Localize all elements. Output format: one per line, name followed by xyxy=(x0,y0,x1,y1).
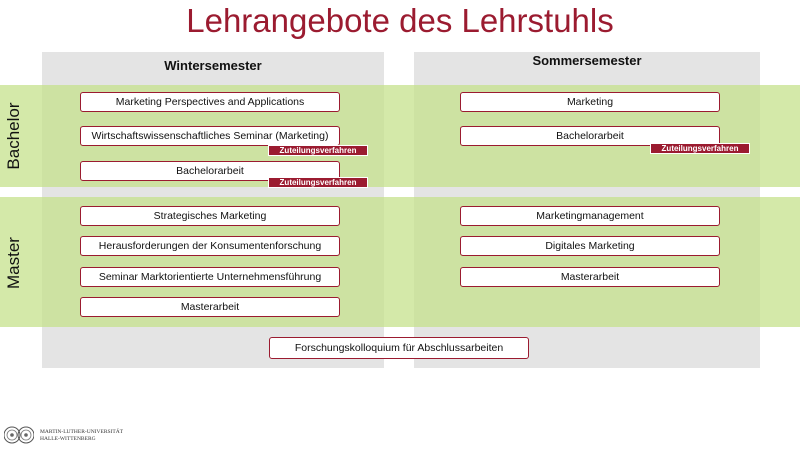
course-marketing[interactable]: Marketing xyxy=(460,92,720,112)
course-strategisches-marketing[interactable]: Strategisches Marketing xyxy=(80,206,340,226)
winter-heading: Wintersemester xyxy=(164,58,262,73)
course-marktorientierte-unternehmensfuehrung[interactable]: Seminar Marktorientierte Unternehmensführung xyxy=(80,267,340,287)
course-konsumentenforschung[interactable]: Herausforderungen der Konsumentenforschung xyxy=(80,236,340,256)
course-marketing-perspectives[interactable]: Marketing Perspectives and Applications xyxy=(80,92,340,112)
course-forschungskolloquium[interactable]: Forschungskolloquium für Abschlussarbeiten xyxy=(269,337,529,359)
allocation-badge: Zuteilungsverfahren xyxy=(268,177,368,188)
allocation-badge: Zuteilungsverfahren xyxy=(650,143,750,154)
course-digitales-marketing[interactable]: Digitales Marketing xyxy=(460,236,720,256)
course-masterarbeit-winter[interactable]: Masterarbeit xyxy=(80,297,340,317)
page-title: Lehrangebote des Lehrstuhls xyxy=(186,2,614,39)
course-marketingmanagement[interactable]: Marketingmanagement xyxy=(460,206,720,226)
university-name-line1: MARTIN-LUTHER-UNIVERSITÄT xyxy=(40,429,124,435)
allocation-badge: Zuteilungsverfahren xyxy=(268,145,368,156)
course-wiwi-seminar[interactable]: Wirtschaftswissenschaftliches Seminar (Marketing) xyxy=(80,126,340,146)
course-bachelorarbeit-winter[interactable]: Bachelorarbeit xyxy=(80,161,340,181)
master-label: Master xyxy=(4,237,23,289)
university-name xyxy=(40,429,123,443)
course-masterarbeit-summer[interactable]: Masterarbeit xyxy=(460,267,720,287)
course-bachelorarbeit-summer[interactable]: Bachelorarbeit xyxy=(460,126,720,146)
summer-heading: Sommersemester xyxy=(532,53,642,68)
bachelor-label: Bachelor xyxy=(4,102,23,170)
university-seal-icon xyxy=(4,425,34,445)
university-name-line2: HALLE-WITTENBERG xyxy=(40,436,96,442)
